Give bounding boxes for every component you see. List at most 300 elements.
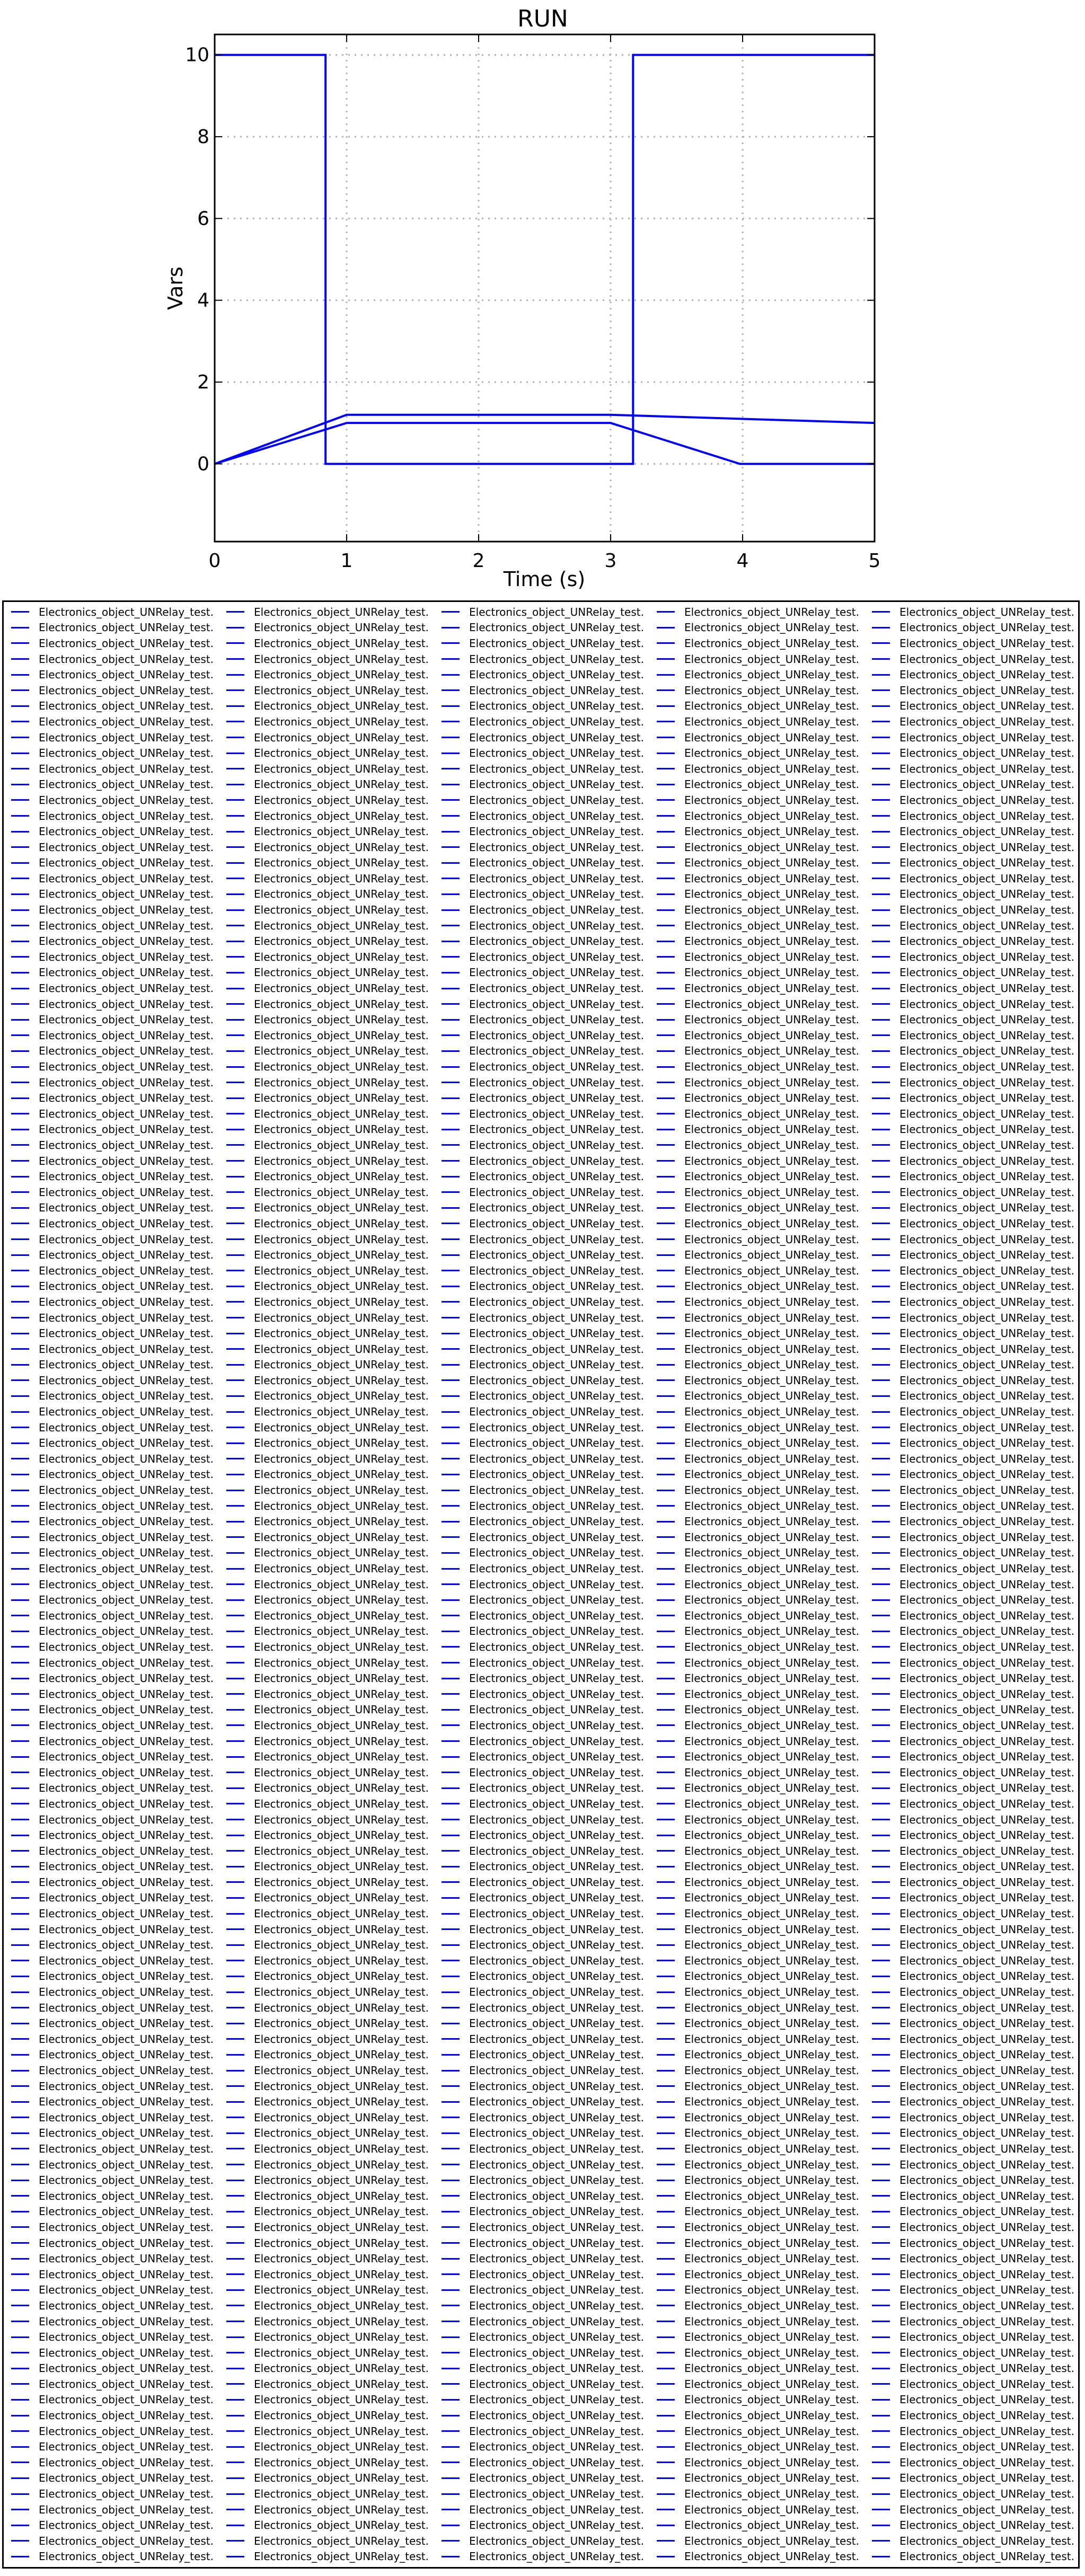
legend-label: Electronics_object_UNRelay_test. [39,1138,214,1152]
legend-entry [226,1749,442,1765]
legend-entry [226,1373,442,1388]
legend-entry [872,1796,1085,1812]
legend-entry [442,1937,657,1953]
legend-label: Electronics_object_UNRelay_test. [684,668,859,681]
legend-label: Electronics_object_UNRelay_test. [39,1829,214,1842]
legend-label: Electronics_object_UNRelay_test. [39,2220,214,2234]
legend-line-swatch [226,941,244,942]
legend-entry [442,871,657,887]
legend-label: Electronics_object_UNRelay_test. [39,1594,214,1607]
legend-label: Electronics_object_UNRelay_test. [254,1656,429,1669]
legend-entry [442,1420,657,1436]
legend-entry [657,730,872,746]
legend-entry [226,1937,442,1953]
legend-label: Electronics_object_UNRelay_test. [469,778,644,791]
legend-label: Electronics_object_UNRelay_test. [684,636,859,650]
legend-label: Electronics_object_UNRelay_test. [899,2424,1074,2438]
legend-label: Electronics_object_UNRelay_test. [469,1452,644,1465]
legend-entry [11,2549,226,2565]
legend-entry [226,965,442,981]
legend-entry [11,2204,226,2220]
legend-label: Electronics_object_UNRelay_test. [899,1264,1074,1277]
legend-entry [11,2110,226,2126]
legend-line-swatch [872,2211,890,2212]
legend-line-swatch [872,1881,890,1883]
legend-entry [442,635,657,651]
legend-entry [657,2486,872,2502]
legend-line-swatch [226,1176,244,1178]
legend-label: Electronics_object_UNRelay_test. [899,2017,1074,2030]
legend-line-swatch [657,1583,675,1585]
legend-label: Electronics_object_UNRelay_test. [899,1138,1074,1152]
legend-entry [657,1561,872,1577]
legend-label: Electronics_object_UNRelay_test. [469,2158,644,2171]
legend-line-swatch [11,674,29,676]
legend-line-swatch [11,1097,29,1099]
legend-label: Electronics_object_UNRelay_test. [254,2236,429,2250]
legend-entry [872,2345,1085,2361]
legend-entry [226,1670,442,1686]
legend-line-swatch [226,1787,244,1789]
legend-line-swatch [226,2180,244,2181]
legend-line-swatch [442,2430,460,2432]
legend-entry [657,2345,872,2361]
legend-label: Electronics_object_UNRelay_test. [39,1986,214,1999]
legend-line-swatch [872,1019,890,1021]
legend-label: Electronics_object_UNRelay_test. [684,684,859,697]
legend-line-swatch [442,2007,460,2008]
legend-entry [872,1498,1085,1514]
legend-line-swatch [226,1348,244,1350]
legend-entry [872,1843,1085,1859]
legend-entry [442,1733,657,1749]
legend-line-swatch [442,1379,460,1381]
legend-label: Electronics_object_UNRelay_test. [684,1750,859,1764]
legend-entry [11,1373,226,1388]
legend-entry [442,2188,657,2204]
legend-entry [226,1388,442,1404]
legend-line-swatch [657,1724,675,1726]
legend-line-swatch [872,1662,890,1663]
legend-entry [11,2094,226,2110]
legend-entry [872,1702,1085,1718]
legend-line-swatch [11,1740,29,1742]
legend-label: Electronics_object_UNRelay_test. [684,1640,859,1653]
legend-entry [872,1561,1085,1577]
legend-entry [11,2423,226,2439]
legend-line-swatch [657,1976,675,1977]
legend-label: Electronics_object_UNRelay_test. [899,2456,1074,2469]
legend-line-swatch [226,893,244,895]
legend-line-swatch [11,831,29,833]
legend-entry [442,1984,657,2000]
legend-line-swatch [657,2273,675,2275]
legend-entry [442,1874,657,1890]
legend-entry [11,1404,226,1420]
legend-label: Electronics_object_UNRelay_test. [684,1578,859,1591]
legend-entry [11,1028,226,1043]
legend-line-swatch [11,1850,29,1852]
legend-label: Electronics_object_UNRelay_test. [899,1280,1074,1293]
legend-entry [226,902,442,918]
legend-entry [442,1169,657,1184]
legend-entry [872,887,1085,902]
legend-line-swatch [226,2462,244,2463]
legend-entry [11,1090,226,1106]
legend-line-swatch [442,1772,460,1773]
legend-entry [442,965,657,981]
legend-label: Electronics_object_UNRelay_test. [469,2079,644,2093]
legend-entry [11,1263,226,1279]
legend-label: Electronics_object_UNRelay_test. [469,652,644,666]
legend-entry [11,1106,226,1122]
legend-line-swatch [442,1835,460,1836]
legend-label: Electronics_object_UNRelay_test. [899,1625,1074,1638]
legend-entry [872,1906,1085,1922]
legend-line-swatch [872,2368,890,2369]
legend-line-swatch [872,2525,890,2526]
legend-entry [872,2204,1085,2220]
legend-line-swatch [657,1866,675,1867]
legend-line-swatch [442,2352,460,2353]
legend-line-swatch [11,1348,29,1350]
legend-label: Electronics_object_UNRelay_test. [254,1672,429,1685]
legend-line-swatch [657,2258,675,2260]
legend-entry [11,1937,226,1953]
legend-label: Electronics_object_UNRelay_test. [39,1311,214,1324]
legend-entry [11,2439,226,2455]
legend-line-swatch [872,2273,890,2275]
legend-entry [872,933,1085,949]
legend-entry [442,2407,657,2423]
legend-entry [657,1670,872,1686]
legend-entry [226,1561,442,1577]
legend-label: Electronics_object_UNRelay_test. [469,1013,644,1026]
legend-label: Electronics_object_UNRelay_test. [254,2095,429,2109]
legend-entry [226,635,442,651]
legend-line-swatch [657,1991,675,1993]
legend-line-swatch [657,1646,675,1648]
legend-line-swatch [11,753,29,754]
legend-line-swatch [442,2148,460,2149]
legend-entry [442,1232,657,1247]
legend-entry [11,949,226,965]
legend-entry [657,2126,872,2141]
legend-label: Electronics_object_UNRelay_test. [899,1640,1074,1653]
legend-entry [11,1608,226,1624]
legend-entry [872,1075,1085,1091]
legend-line-swatch [11,1505,29,1507]
legend-entry [11,980,226,996]
legend-line-swatch [226,2273,244,2275]
legend-entry [11,1874,226,1890]
legend-label: Electronics_object_UNRelay_test. [469,2236,644,2250]
legend-label: Electronics_object_UNRelay_test. [39,1264,214,1277]
legend-entry [11,1969,226,1985]
legend-entry [442,2549,657,2565]
legend-line-swatch [226,2368,244,2369]
legend-entry [657,1984,872,2000]
legend-entry [11,2298,226,2314]
legend-line-swatch [442,1348,460,1350]
legend-entry [442,887,657,902]
legend-entry [226,1279,442,1295]
legend-line-swatch [657,1678,675,1679]
legend-entry [226,1592,442,1608]
legend-line-swatch [11,784,29,785]
legend-line-swatch [872,893,890,895]
legend-entry [11,730,226,746]
legend-line-swatch [442,972,460,973]
legend-line-swatch [872,1442,890,1444]
legend-line-swatch [11,1474,29,1475]
legend-entry [872,2549,1085,2565]
legend-label: Electronics_object_UNRelay_test. [469,1029,644,1042]
legend-label: Electronics_object_UNRelay_test. [254,1468,429,1481]
legend-entry [657,1075,872,1091]
legend-label: Electronics_object_UNRelay_test. [254,2519,429,2532]
legend-line-swatch [442,2509,460,2510]
legend-line-swatch [226,2477,244,2479]
legend-entry [11,683,226,698]
legend-label: Electronics_object_UNRelay_test. [899,2409,1074,2422]
legend-label: Electronics_object_UNRelay_test. [899,2095,1074,2109]
legend-line-swatch [442,1881,460,1883]
legend-line-swatch [442,2101,460,2103]
legend-line-swatch [657,1928,675,1930]
legend-line-swatch [442,815,460,817]
legend-entry [657,2157,872,2173]
legend-entry [226,1012,442,1028]
legend-entry [657,1310,872,1326]
legend-label: Electronics_object_UNRelay_test. [899,2189,1074,2202]
legend-label: Electronics_object_UNRelay_test. [254,1766,429,1779]
legend-label: Electronics_object_UNRelay_test. [684,2032,859,2046]
legend-entry [226,2078,442,2094]
legend-entry [11,2251,226,2267]
legend-entry [226,1686,442,1702]
legend-label: Electronics_object_UNRelay_test. [469,1499,644,1512]
legend-line-swatch [226,1379,244,1381]
legend-line-swatch [657,2101,675,2103]
legend-label: Electronics_object_UNRelay_test. [899,2252,1074,2265]
legend-entry [657,1890,872,1906]
legend-label: Electronics_object_UNRelay_test. [684,1170,859,1183]
legend-entry [226,1922,442,1937]
legend-entry [226,1796,442,1812]
legend-entry [442,1357,657,1373]
legend-line-swatch [872,2148,890,2149]
legend-line-swatch [226,1615,244,1616]
legend-entry [11,1420,226,1436]
legend-entry [442,1702,657,1718]
legend-entry [872,1232,1085,1247]
legend-line-swatch [872,1960,890,1961]
legend-entry [442,777,657,793]
legend-line-swatch [872,1850,890,1852]
legend-label: Electronics_object_UNRelay_test. [684,2079,859,2093]
legend-line-swatch [872,1490,890,1491]
legend-label: Electronics_object_UNRelay_test. [684,935,859,948]
legend-label: Electronics_object_UNRelay_test. [899,1405,1074,1419]
legend-grid [11,602,1078,2567]
legend-entry [657,1169,872,1184]
legend-label: Electronics_object_UNRelay_test. [39,1280,214,1293]
legend-entry [11,651,226,667]
legend-line-swatch [442,2054,460,2056]
legend-label: Electronics_object_UNRelay_test. [39,2001,214,2014]
legend-entry [442,620,657,636]
legend-label: Electronics_object_UNRelay_test. [684,1625,859,1638]
legend-line-swatch [657,972,675,973]
legend-entry [442,1310,657,1326]
legend-line-swatch [657,2242,675,2244]
legend-entry [442,2392,657,2408]
y-axis-label: Vars [164,267,187,310]
legend-entry [657,1592,872,1608]
legend-label: Electronics_object_UNRelay_test. [899,1217,1074,1230]
legend-entry [872,667,1085,683]
legend-line-swatch [226,1019,244,1021]
legend-entry [226,1294,442,1310]
legend-line-swatch [226,1740,244,1742]
legend-line-swatch [657,2070,675,2072]
legend-entry [11,1624,226,1640]
legend-line-swatch [11,1490,29,1491]
legend-line-swatch [11,611,29,613]
legend-line-swatch [872,1897,890,1899]
legend-line-swatch [11,2446,29,2448]
legend-entry [11,2455,226,2471]
legend-line-swatch [442,1568,460,1570]
legend-line-swatch [872,1066,890,1068]
legend-line-swatch [11,1458,29,1459]
legend-line-swatch [872,1913,890,1915]
legend-entry [442,1608,657,1624]
legend-entry [11,2486,226,2502]
legend-label: Electronics_object_UNRelay_test. [39,2189,214,2202]
legend-line-swatch [442,2211,460,2212]
legend-label: Electronics_object_UNRelay_test. [254,1327,429,1340]
legend-label: Electronics_object_UNRelay_test. [469,2017,644,2030]
legend-entry [11,2533,226,2549]
legend-label: Electronics_object_UNRelay_test. [39,2048,214,2061]
legend-line-swatch [657,2556,675,2557]
legend-entry [872,1529,1085,1545]
legend-entry [11,1561,226,1577]
legend-entry [657,2407,872,2423]
legend-entry [11,1357,226,1373]
legend-entry [11,1122,226,1138]
legend-label: Electronics_object_UNRelay_test. [684,1249,859,1262]
legend-label: Electronics_object_UNRelay_test. [899,2158,1074,2171]
legend-label: Electronics_object_UNRelay_test. [899,1389,1074,1403]
legend-entry [11,1279,226,1295]
legend-label: Electronics_object_UNRelay_test. [254,1013,429,1026]
legend-line-swatch [872,1034,890,1036]
legend-line-swatch [872,2085,890,2087]
legend-entry [872,980,1085,996]
legend-entry [226,2235,442,2251]
legend-line-swatch [872,988,890,989]
legend-label: Electronics_object_UNRelay_test. [254,2220,429,2234]
legend-line-swatch [657,1379,675,1381]
legend-line-swatch [872,1317,890,1318]
legend-line-swatch [442,2038,460,2040]
legend-line-swatch [442,753,460,754]
x-tick-label: 1 [340,550,353,572]
legend-entry [226,2282,442,2298]
legend-label: Electronics_object_UNRelay_test. [39,2268,214,2281]
legend-line-swatch [872,627,890,628]
legend-entry [11,1843,226,1859]
legend-entry [442,1294,657,1310]
legend-line-swatch [657,1270,675,1271]
legend-line-swatch [226,1866,244,1867]
legend-line-swatch [226,2383,244,2385]
legend-line-swatch [11,2477,29,2479]
legend-label: Electronics_object_UNRelay_test. [684,2220,859,2234]
legend-line-swatch [872,846,890,848]
legend-label: Electronics_object_UNRelay_test. [684,2409,859,2422]
legend-label: Electronics_object_UNRelay_test. [684,1515,859,1528]
legend-line-swatch [11,815,29,817]
legend-entry [872,730,1085,746]
legend-entry [657,2533,872,2549]
legend-line-swatch [657,2164,675,2165]
legend-entry [872,651,1085,667]
legend-entry [442,2126,657,2141]
legend-label: Electronics_object_UNRelay_test. [899,2393,1074,2406]
legend-line-swatch [226,925,244,926]
legend-entry [226,1404,442,1420]
legend-entry [226,1357,442,1373]
legend-line-swatch [872,784,890,785]
legend-entry [872,2282,1085,2298]
legend-line-swatch [226,878,244,879]
legend-label: Electronics_object_UNRelay_test. [39,1092,214,1105]
legend-entry [657,824,872,839]
legend-line-swatch [226,642,244,644]
legend-entry [442,933,657,949]
legend-label: Electronics_object_UNRelay_test. [684,1986,859,1999]
legend-entry [11,871,226,887]
legend-line-swatch [872,2493,890,2495]
legend-line-swatch [442,831,460,833]
legend-entry [226,2188,442,2204]
legend-line-swatch [11,1333,29,1334]
legend-line-swatch [657,2132,675,2134]
legend-entry [11,1388,226,1404]
legend-line-swatch [442,2132,460,2134]
legend-entry [872,2110,1085,2126]
legend-line-swatch [226,2038,244,2040]
legend-line-swatch [657,1787,675,1789]
legend-label: Electronics_object_UNRelay_test. [899,2299,1074,2312]
legend-label: Electronics_object_UNRelay_test. [899,1249,1074,1262]
legend-line-swatch [657,1552,675,1554]
legend-line-swatch [872,1238,890,1240]
legend-line-swatch [442,1976,460,1977]
legend-line-swatch [442,737,460,738]
legend-entry [11,1184,226,1200]
legend-entry [872,698,1085,714]
legend-label: Electronics_object_UNRelay_test. [39,1389,214,1403]
legend-label: Electronics_object_UNRelay_test. [684,2362,859,2375]
legend-line-swatch [226,1662,244,1663]
legend-label: Electronics_object_UNRelay_test. [39,605,214,618]
legend-line-swatch [442,1191,460,1193]
